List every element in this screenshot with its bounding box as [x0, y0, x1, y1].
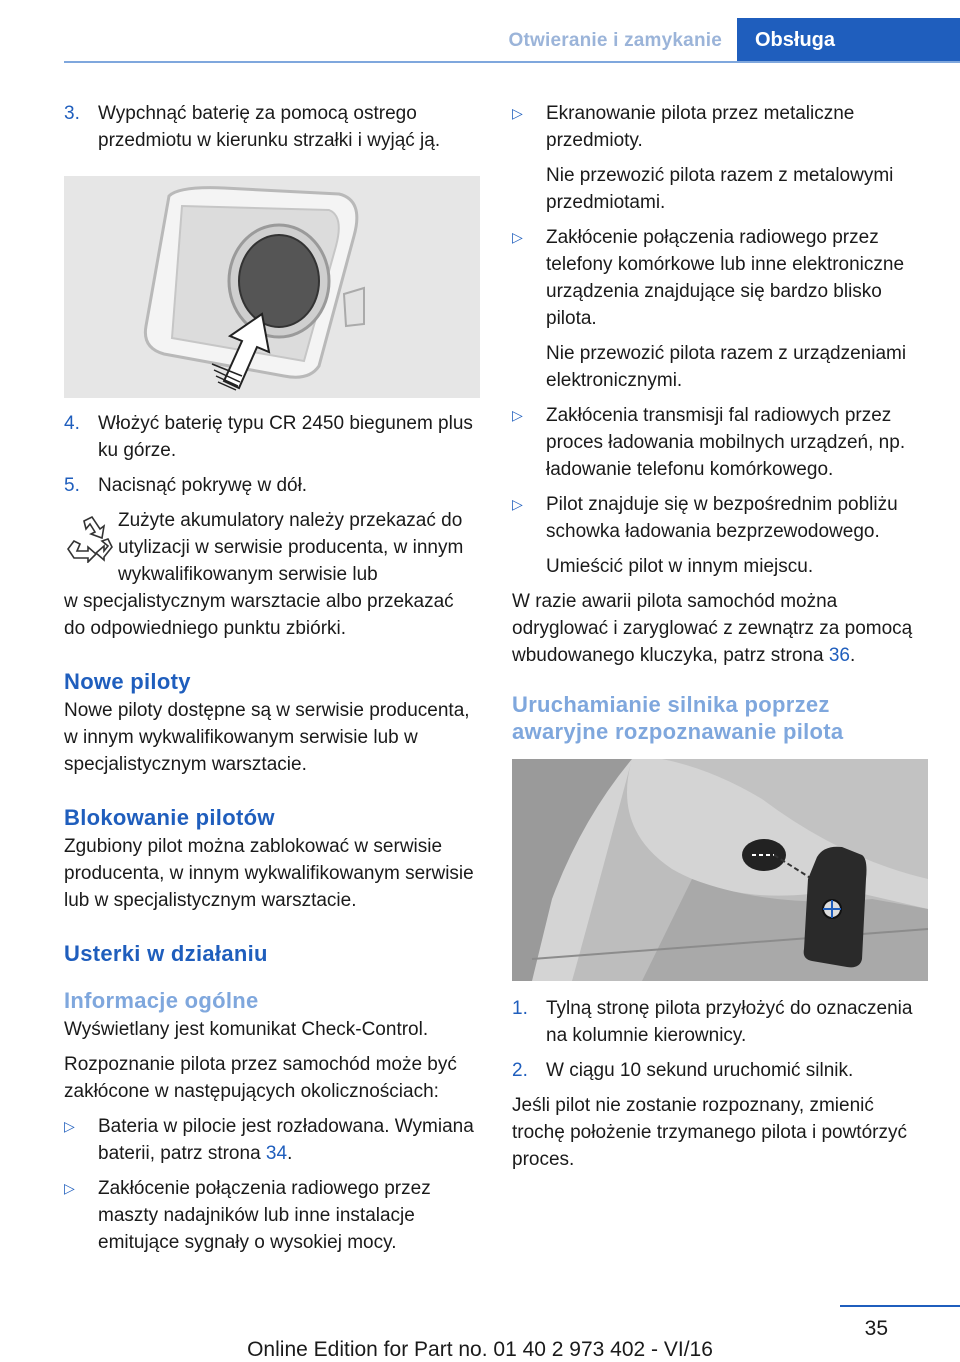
- bullet-item: [512, 491, 928, 545]
- page-number: 35: [864, 1317, 888, 1340]
- bullet-text: Bateria w pilocie jest rozładowana. Wymiana baterii, patrz strona: [98, 1116, 474, 1164]
- bullet-text: Pilot znajduje się w bezpośrednim pobliżu schowka ładowania bezprzewodowego.: [546, 494, 898, 542]
- heading-usterki: Usterki w działaniu: [64, 941, 268, 966]
- paragraph-okolicznosci: Rozpoznanie pilota przez samochód może być zakłócone w następujących okolicznościach:: [64, 1054, 457, 1102]
- page-link[interactable]: 36: [828, 645, 850, 666]
- bullet-triangle-icon: ▷: [512, 407, 523, 423]
- bullet-item: [512, 224, 928, 332]
- heading-nowe-piloty: Nowe piloty: [64, 669, 191, 694]
- bullet-item: [64, 1175, 480, 1256]
- bullet-triangle-icon: ▷: [64, 1180, 75, 1196]
- paragraph-nowe-piloty: Nowe piloty dostępne są w serwisie producenta, w innym wykwalifikowanym serwisie lub w specjalistycznym warsztacie.: [64, 700, 470, 775]
- bullet-item: [512, 100, 928, 154]
- step-text: Tylną stronę pilota przyłożyć do oznaczenia na kolumnie kierownicy.: [546, 998, 913, 1046]
- footer-edition: Online Edition for Part no. 01 40 2 973 402 - VI/16: [247, 1338, 713, 1361]
- recycling-note: [64, 507, 480, 642]
- step-text: Wypchnąć baterię za pomocą ostrego przedmiotu w kierunku strzałki i wyjąć ją.: [98, 103, 441, 151]
- step-number: 1.: [512, 998, 528, 1019]
- key-battery-illustration: [64, 176, 480, 398]
- step-2: [512, 1057, 928, 1084]
- bullet-triangle-icon: ▷: [512, 496, 523, 512]
- recycling-text-a: Zużyte akumulatory należy przekazać do utylizacji w serwisie producenta, w innym wykwalifikowanym serwisie lub: [118, 510, 464, 585]
- step-number: 3.: [64, 103, 80, 124]
- step-5: [64, 472, 480, 499]
- right-column: [512, 100, 928, 1181]
- step-text: Nacisnąć pokrywę w dół.: [98, 475, 308, 496]
- header-section-title: Otwieranie i zamykanie: [508, 30, 722, 51]
- bullet-triangle-icon: ▷: [512, 229, 523, 245]
- bullet-triangle-icon: ▷: [64, 1118, 75, 1134]
- paragraph-awaria: [512, 588, 928, 669]
- bullet-text: Ekranowanie pilota przez metaliczne przedmioty.: [546, 103, 855, 151]
- bullet-triangle-icon: ▷: [512, 105, 523, 121]
- step-number: 4.: [64, 413, 80, 434]
- bullet-subparagraph: Nie przewozić pilota razem z urządzeniami elektronicznymi.: [546, 343, 907, 391]
- key-battery-drawing: [64, 176, 480, 398]
- bullet-item: [64, 1113, 480, 1167]
- paragraph-check-control: Wyświetlany jest komunikat Check-Control.: [64, 1019, 429, 1040]
- header-chapter-tab[interactable]: Obsługa: [737, 18, 960, 63]
- bullet-subparagraph: Nie przewozić pilota razem z metalowymi przedmiotami.: [546, 165, 894, 213]
- left-column: [64, 100, 480, 1264]
- paragraph-final: Jeśli pilot nie zostanie rozpoznany, zmienić trochę położenie trzymanego pilota i powtórzyć proces.: [512, 1095, 907, 1170]
- steering-column-drawing: [512, 759, 928, 981]
- recycle-icon: [64, 513, 118, 563]
- steering-column-illustration: [512, 759, 928, 981]
- step-number: 5.: [64, 475, 80, 496]
- bullet-item: [512, 402, 928, 483]
- subheading-uruchamianie: Uruchamianie silnika poprzez awaryjne rozpoznawanie pilota: [512, 692, 844, 744]
- step-text: W ciągu 10 sekund uruchomić silnik.: [546, 1060, 854, 1081]
- subheading-informacje: Informacje ogólne: [64, 988, 259, 1013]
- page-header: [0, 0, 960, 62]
- heading-blokowanie: Blokowanie pilotów: [64, 805, 275, 830]
- recycling-text-b: w specjalistycznym warsztacie albo przekazać do odpowiedniego punktu zbiórki.: [64, 591, 454, 639]
- paragraph-text: W razie awarii pilota samochód można odryglować i zaryglować z zewnątrz za pomocą wbudowanego kluczyka, patrz strona: [512, 591, 913, 666]
- bullet-text-end: .: [287, 1143, 293, 1164]
- paragraph-blokowanie: Zgubiony pilot można zablokować w serwisie producenta, w innym wykwalifikowanym serwisie lub w specjalistycznym warsztacie.: [64, 836, 474, 911]
- step-text: Włożyć baterię typu CR 2450 biegunem plus ku górze.: [98, 413, 473, 461]
- paragraph-text-end: .: [849, 645, 856, 666]
- header-rule: [64, 61, 960, 63]
- bullet-text: Zakłócenia transmisji fal radiowych przez proces ładowania mobilnych urządzeń, np. ładowanie telefonu komórkowego.: [546, 405, 906, 480]
- bullet-subparagraph: Umieścić pilot w innym miejscu.: [546, 556, 814, 577]
- bullet-text: Zakłócenie połączenia radiowego przez maszty nadajników lub inne instalacje emitujące sygnały o wysokiej mocy.: [98, 1178, 431, 1253]
- step-3: [64, 100, 480, 154]
- step-1: [512, 995, 928, 1049]
- page-link[interactable]: 34: [265, 1143, 288, 1164]
- step-number: 2.: [512, 1060, 528, 1081]
- step-4: [64, 410, 480, 464]
- bullet-text: Zakłócenie połączenia radiowego przez telefony komórkowe lub inne elektroniczne urządzenia znajdujące się bardzo blisko pilota.: [546, 227, 905, 329]
- footer-rule: [840, 1305, 960, 1307]
